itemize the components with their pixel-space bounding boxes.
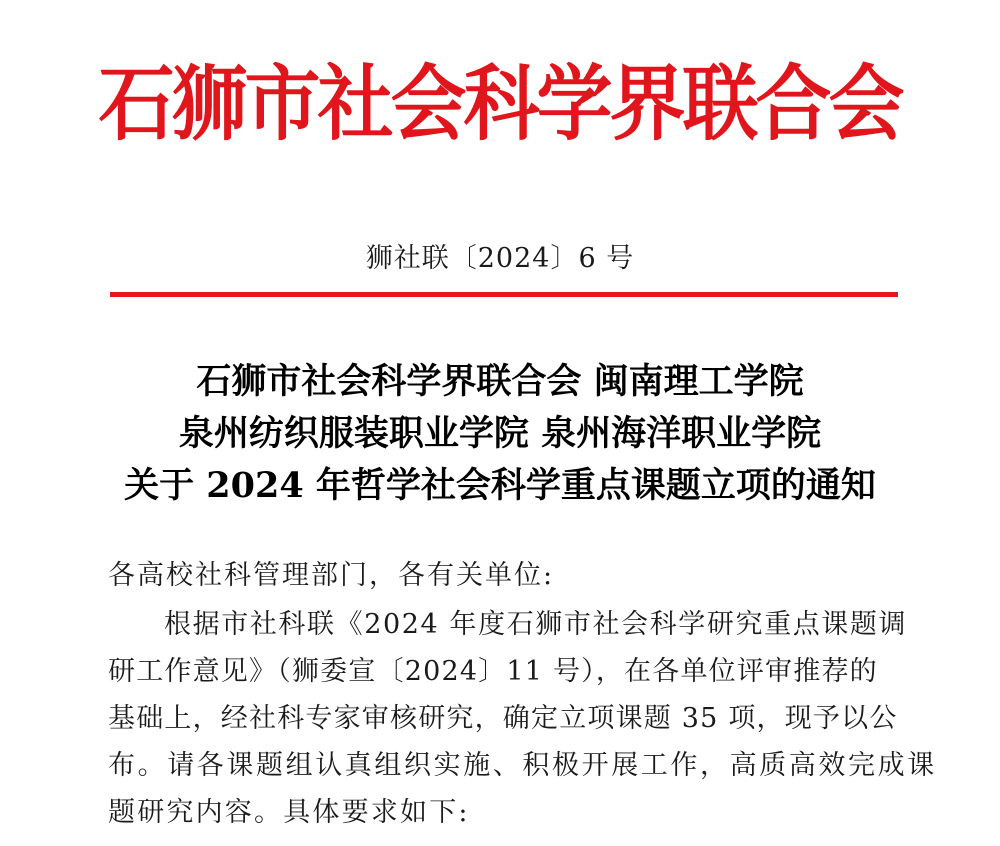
masthead-org-name: 石狮市社会科学界联合会	[98, 55, 902, 152]
body-line-1: 根据市社科联《2024 年度石狮市社会科学研究重点课题调	[164, 609, 908, 640]
body-line-5: 题研究内容。具体要求如下:	[108, 797, 470, 828]
body-line-2: 研工作意见》（狮委宣〔2024〕11 号），在各单位评审推荐的	[108, 656, 878, 687]
body-line-3: 基础上，经社科专家审核研究，确定立项课题 35 项，现予以公	[108, 703, 898, 734]
title-line-3: 关于 2024 年哲学社会科学重点课题立项的通知	[124, 465, 876, 506]
body-paragraph	[108, 601, 937, 836]
notice-title	[0, 356, 1000, 512]
red-divider-rule	[110, 292, 898, 297]
salutation: 各高校社科管理部门，各有关单位:	[108, 560, 555, 591]
body-line-4: 布。请各课题组认真组织实施、积极开展工作，高质高效完成课	[108, 750, 937, 781]
title-line-2: 泉州纺织服装职业学院 泉州海洋职业学院	[178, 413, 822, 454]
document-number: 狮社联〔2024〕6 号	[365, 243, 635, 274]
title-line-1: 石狮市社会科学界联合会 闽南理工学院	[196, 361, 804, 402]
